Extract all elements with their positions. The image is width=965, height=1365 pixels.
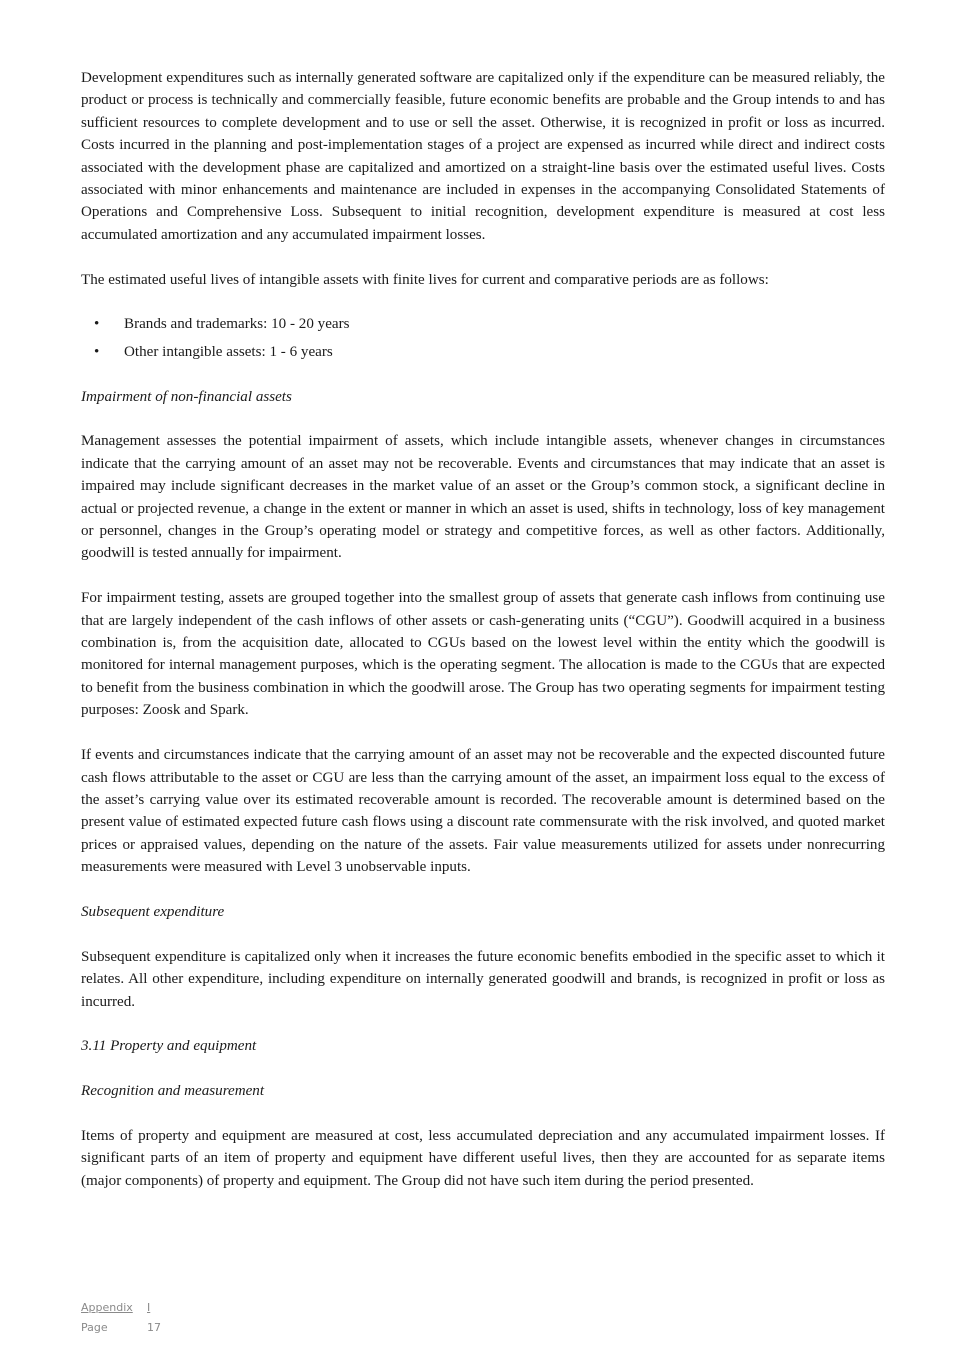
list-item-text: Other intangible assets: 1 - 6 years [124,343,333,360]
paragraph-impairment-3: If events and circumstances indicate that the carrying amount of an asset may not be recoverable and the expected discounted future cash flows attributable to the asset or CGU are less than the carrying amount of the asset, an impairment loss equal to the excess of the asset’s carrying value over its estimated recoverable amount is recorded. The recoverable amount is determined based on the present value of estimated expected future cash flows using a discount rate commensurate with the risk involved, and quoted market prices or appraised values, depending on the nature of the assets. Fair value measurements utilized for assets under nonrecurring measurements were measured with Level 3 unobservable inputs. [81,747,885,876]
heading-section-property-equipment: 3.11 Property and equipment [81,1038,257,1055]
paragraph-impairment-1: Management assesses the potential impairment of assets, which include intangible assets, whenever changes in circumstances indicate that the carrying amount of an asset may not be recoverable. Events and circumstances that may indicate that an asset is impaired may include significant decreases in the market value of an asset or the Group’s common stock, a significant decline in actual or projected revenue, a change in the extent or manner in which an asset is used, shifts in technology, loss of key management or personnel, changes in the Group’s operating model or strategy and competitive forces, as well as other factors. Additionally, goodwill is tested annually for impairment. [81,433,885,562]
document-body [81,67,885,1192]
bullet-icon: • [94,343,100,360]
heading-subsequent-expenditure: Subsequent expenditure [81,903,225,920]
paragraph-development: Development expenditures such as internally generated software are capitalized only if the expenditure can be measured reliably, the product or process is technically and commercially feasible, future economic benefits are probable and the Group intends to and has sufficient resources to complete development and to use or sell the asset. Otherwise, it is recognized in profit or loss as incurred. Costs incurred in the planning and post-implementation stages of a project are expensed as incurred while direct and indirect costs associated with the development phase are capitalized and amortized on a straight-line basis over the estimated useful lives. Costs associated with minor enhancements and maintenance are included in expenses in the accompanying Consolidated Statements of Operations and Comprehensive Loss. Subsequent to initial recognition, development expenditure is measured at cost less accumulated amortization and any accumulated impairment losses. [81,70,885,243]
list-item [81,313,885,335]
footer-appendix [81,1298,161,1318]
paragraph-useful-lives-intro: The estimated useful lives of intangible assets with finite lives for current and comparative periods are as follows: [81,271,769,288]
footer-appendix-value: I [147,1301,151,1314]
paragraph-subsequent-expenditure: Subsequent expenditure is capitalized only when it increases the future economic benefits embodied in the specific asset to which it relates. All other expenditure, including expenditure on internally generated goodwill and brands, is recognized in profit or loss as incurred. [81,948,885,1010]
bullet-icon: • [94,316,100,333]
footer-page-label: Page [81,1321,108,1334]
page-footer [81,1298,161,1338]
page-number: 17 [147,1321,161,1334]
list-item-text: Brands and trademarks: 10 - 20 years [124,316,350,333]
useful-lives-list [81,313,885,363]
footer-page [81,1318,161,1338]
list-item [81,341,885,363]
heading-recognition-measurement: Recognition and measurement [81,1083,265,1100]
footer-appendix-label: Appendix [81,1301,133,1314]
paragraph-impairment-2: For impairment testing, assets are grouped together into the smallest group of assets that generate cash inflows from continuing use that are largely independent of the cash inflows of other assets or cash-generating units (“CGU”). Goodwill acquired in a business combination is, from the acquisition date, allocated to CGUs based on the lowest level within the entity which the goodwill is monitored for internal management purposes, which is the operating segment. The allocation is made to the CGUs that are expected to benefit from the business combination in which the goodwill arose. The Group has two operating segments for impairment testing purposes: Zoosk and Spark. [81,590,885,719]
paragraph-property-equipment: Items of property and equipment are measured at cost, less accumulated depreciation and any accumulated impairment losses. If significant parts of an item of property and equipment have different useful lives, then they are accounted for as separate items (major components) of property and equipment. The Group did not have such item during the period presented. [81,1127,885,1189]
heading-impairment: Impairment of non-financial assets [81,388,292,405]
